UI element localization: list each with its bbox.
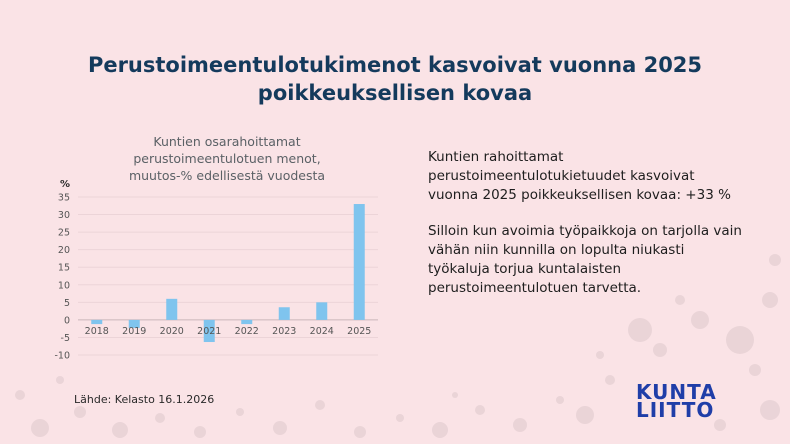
y-tick-label: 0 [63, 315, 70, 327]
x-tick-label: 2019 [122, 325, 147, 337]
x-tick-label: 2024 [309, 325, 334, 337]
y-tick-label: 35 [57, 192, 70, 204]
y-tick-label: 15 [57, 262, 70, 274]
bar [316, 302, 327, 320]
chart-title-line-2: perustoimeentulotuen menot, [133, 151, 321, 166]
x-tick-label: 2020 [159, 325, 184, 337]
bar [279, 307, 290, 320]
bar [166, 299, 177, 320]
y-axis-label: % [59, 179, 70, 190]
kuntaliitto-logo [636, 380, 748, 422]
logo-line-2: LIITTO [636, 398, 715, 422]
y-tick-label: 20 [57, 245, 70, 257]
x-tick-label: 2018 [84, 325, 109, 337]
y-tick-label: 5 [63, 297, 70, 309]
y-tick-label: 30 [57, 210, 70, 222]
page-title-line-2: poikkeuksellisen kovaa [257, 81, 533, 105]
x-tick-label: 2023 [272, 325, 297, 337]
y-tick-label: -10 [54, 350, 70, 362]
description-paragraph-2: Silloin kun avoimia työpaikkoja on tarjolla vain vähän niin kunnilla on lopulta niukasti työkaluja torjua kuntalaisten perustoimeentulotuen tarvetta. [428, 223, 742, 296]
bar [241, 320, 252, 324]
x-tick-label: 2021 [197, 325, 222, 337]
y-tick-label: 25 [57, 227, 70, 239]
chart-title-line-1: Kuntien osarahoittamat [153, 134, 301, 149]
source-note: Lähde: Kelasto 16.1.2026 [74, 393, 215, 406]
page-title-line-1: Perustoimeentulotukimenot kasvoivat vuonna 2025 [87, 53, 703, 77]
logo-line-1: KUNTA [636, 380, 717, 404]
description-paragraph-1: Kuntien rahoittamat perustoimeentulotukietuudet kasvoivat vuonna 2025 poikkeuksellisen kovaa: +33 % [428, 149, 731, 203]
x-tick-label: 2025 [347, 325, 372, 337]
bar [91, 320, 102, 324]
x-tick-label: 2022 [234, 325, 259, 337]
description-text [428, 148, 748, 298]
bar [354, 204, 365, 320]
y-tick-label: -5 [60, 332, 70, 344]
y-tick-label: 10 [57, 280, 70, 292]
chart-title-line-3: muutos-% edellisestä vuodesta [128, 168, 326, 183]
